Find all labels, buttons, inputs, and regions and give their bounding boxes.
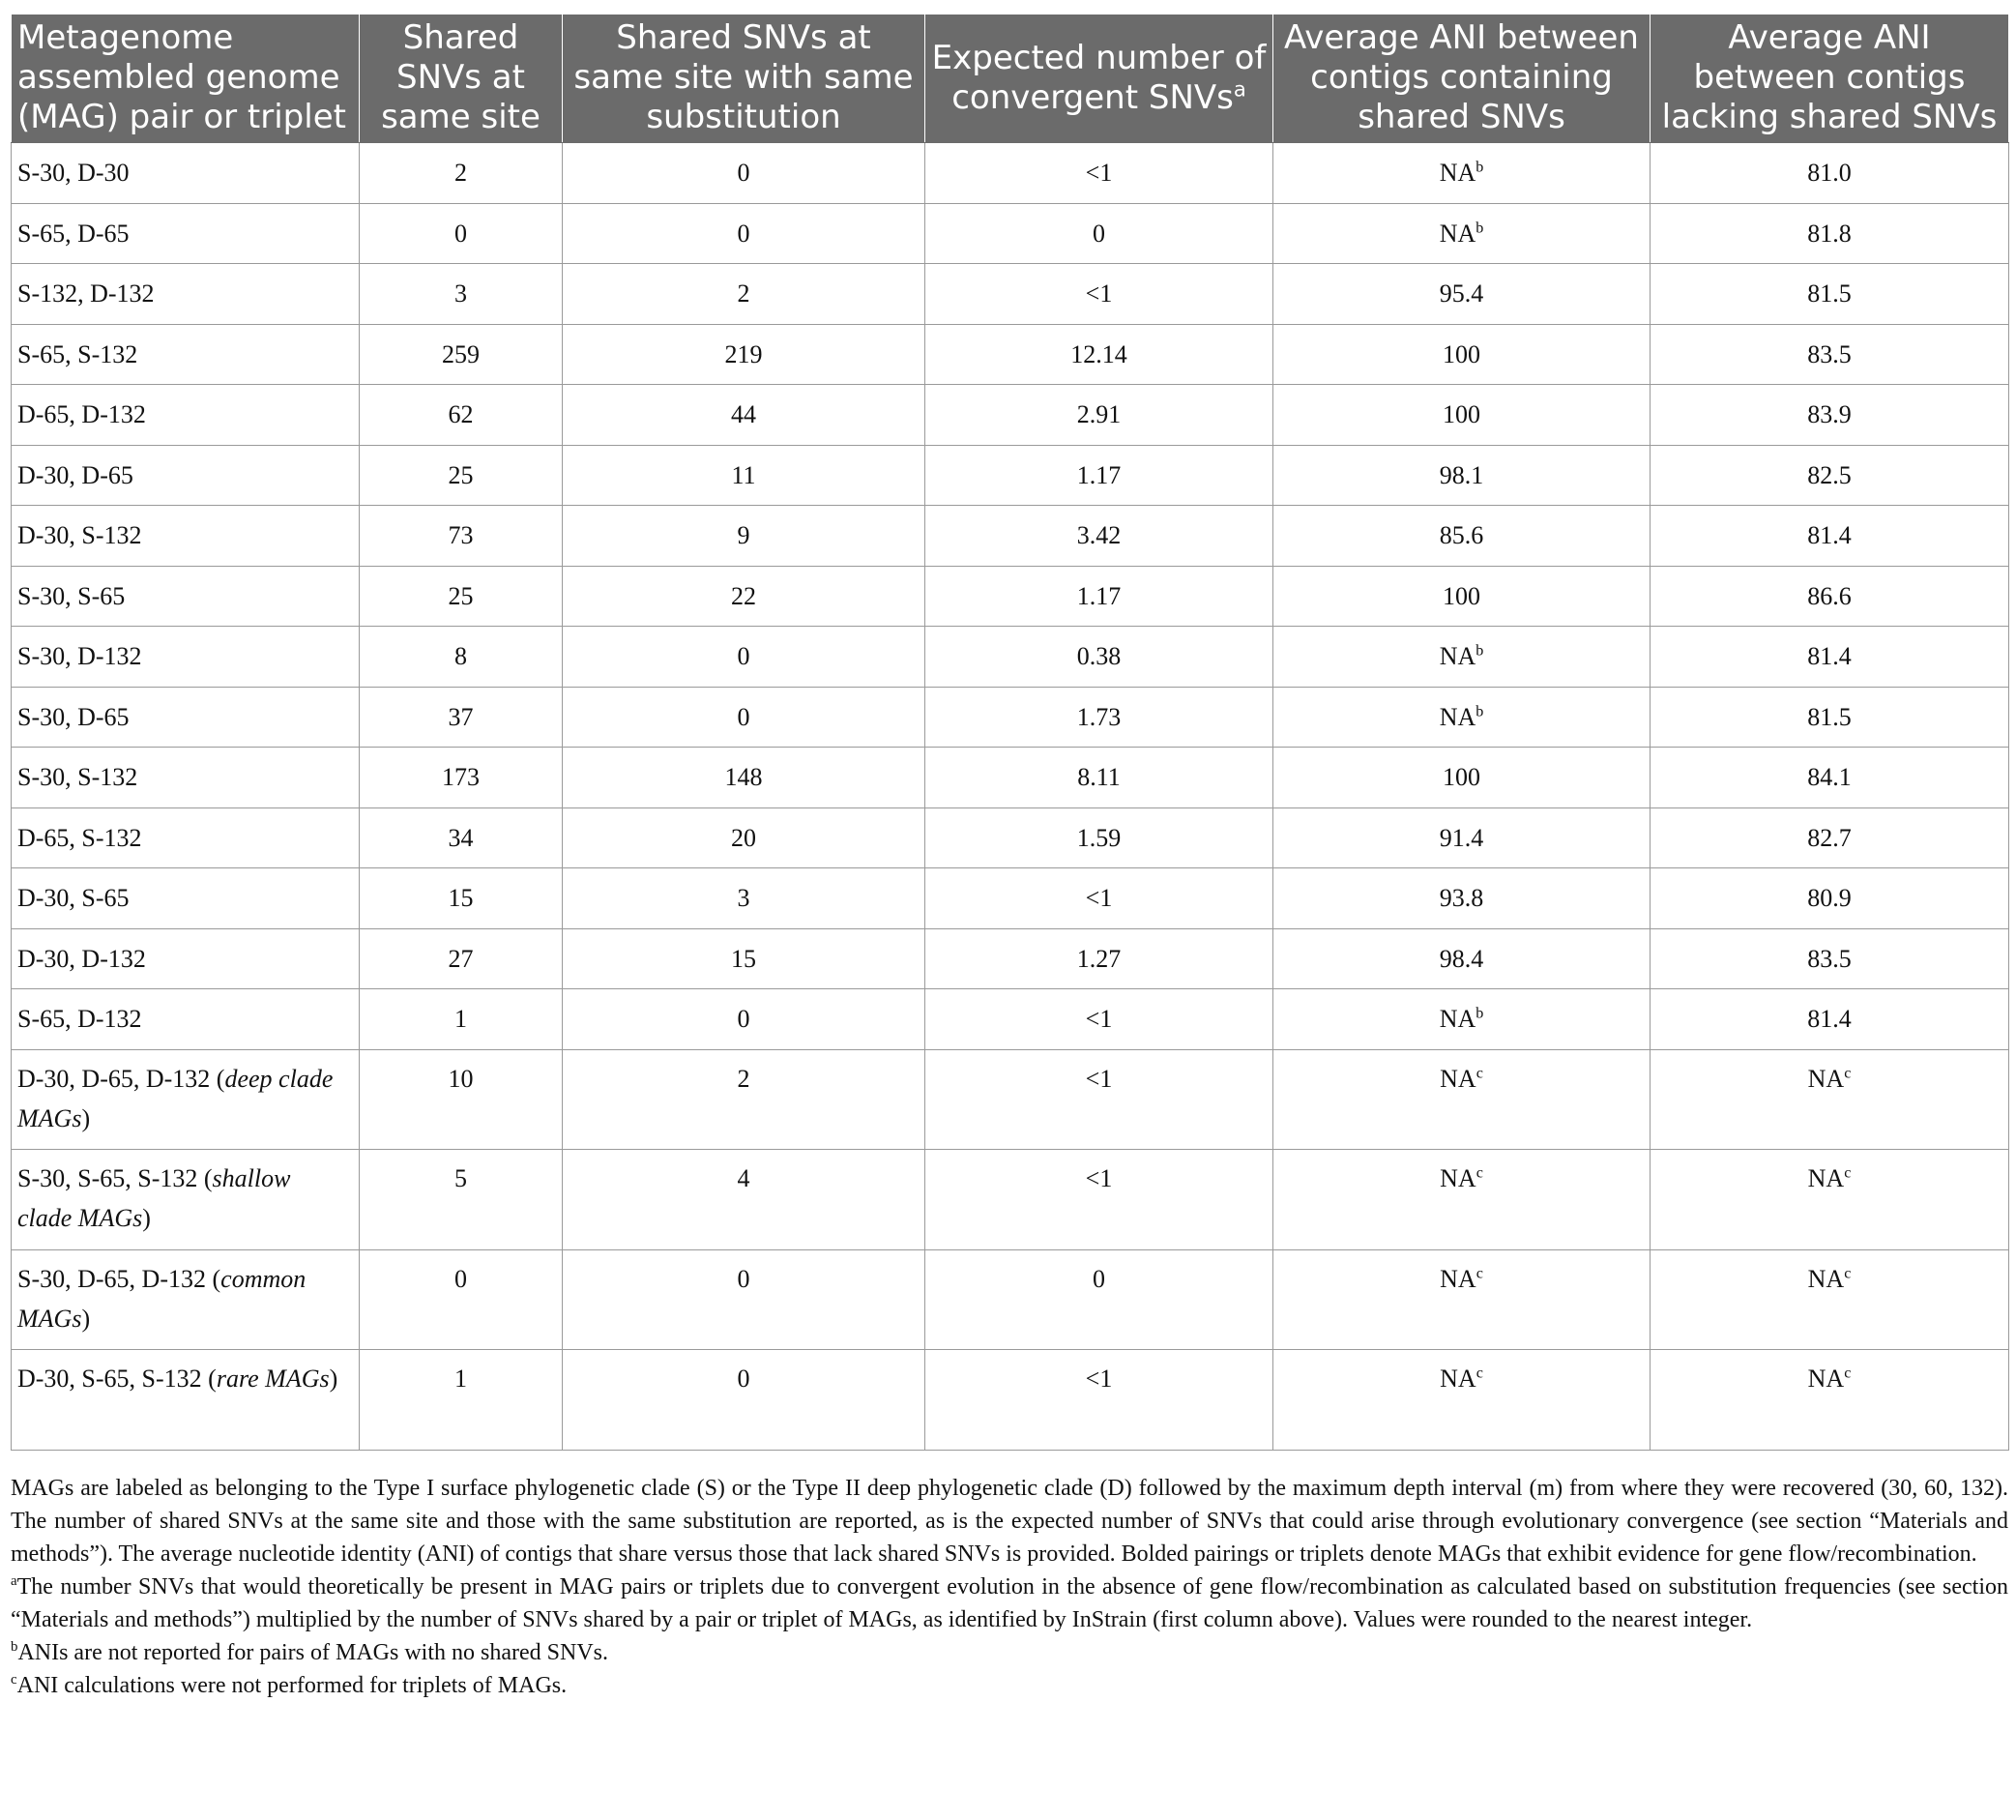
cell-ani-lacking-shared: 83.5 bbox=[1651, 928, 2009, 989]
cell-same-substitution: 3 bbox=[563, 868, 925, 929]
header-ani-lacking-shared: Average ANI between contigs lacking shared SNVs bbox=[1651, 15, 2009, 143]
cell-ani-with-shared: $NA^b$ bbox=[1273, 143, 1651, 204]
cell-expected-convergent: <1 bbox=[925, 1049, 1273, 1150]
table-row bbox=[12, 445, 2009, 506]
cell-shared-snvs: 10 bbox=[360, 1049, 563, 1150]
cell-same-substitution: 0 bbox=[563, 687, 925, 748]
table-row bbox=[12, 1249, 2009, 1350]
cell-mag-pair: D-30, S-65, S-132 (rare MAGs) bbox=[12, 1350, 360, 1451]
cell-same-substitution: 2 bbox=[563, 264, 925, 325]
cell-expected-convergent: 1.17 bbox=[925, 445, 1273, 506]
cell-same-substitution: 44 bbox=[563, 385, 925, 446]
cell-mag-pair: S-30, D-132 bbox=[12, 627, 360, 688]
cell-ani-lacking-shared: 83.9 bbox=[1651, 385, 2009, 446]
cell-ani-lacking-shared: 81.5 bbox=[1651, 264, 2009, 325]
cell-shared-snvs: 25 bbox=[360, 445, 563, 506]
cell-mag-pair: S-65, S-132 bbox=[12, 324, 360, 385]
table-row bbox=[12, 928, 2009, 989]
cell-same-substitution: 0 bbox=[563, 143, 925, 204]
cell-ani-lacking-shared: 81.0 bbox=[1651, 143, 2009, 204]
cell-mag-pair: S-30, D-65, D-132 (common MAGs) bbox=[12, 1249, 360, 1350]
cell-expected-convergent: 0 bbox=[925, 203, 1273, 264]
cell-mag-pair: S-30, D-65 bbox=[12, 687, 360, 748]
table-row bbox=[12, 1350, 2009, 1451]
cell-shared-snvs: 1 bbox=[360, 1350, 563, 1451]
table-row bbox=[12, 324, 2009, 385]
header-mag-pair: Metagenome assembled genome (MAG) pair or triplet bbox=[12, 15, 360, 143]
cell-expected-convergent: <1 bbox=[925, 868, 1273, 929]
cell-shared-snvs: 62 bbox=[360, 385, 563, 446]
cell-mag-pair: D-30, S-132 bbox=[12, 506, 360, 567]
cell-ani-lacking-shared: 86.6 bbox=[1651, 566, 2009, 627]
cell-mag-pair: D-30, D-65, D-132 (deep clade MAGs) bbox=[12, 1049, 360, 1150]
cell-expected-convergent: <1 bbox=[925, 143, 1273, 204]
cell-same-substitution: 0 bbox=[563, 1350, 925, 1451]
table-body bbox=[12, 143, 2009, 1451]
cell-same-substitution: 0 bbox=[563, 989, 925, 1050]
cell-ani-with-shared: 98.4 bbox=[1273, 928, 1651, 989]
cell-mag-pair: D-65, D-132 bbox=[12, 385, 360, 446]
cell-mag-pair: D-30, S-65 bbox=[12, 868, 360, 929]
cell-expected-convergent: <1 bbox=[925, 989, 1273, 1050]
header-expected-convergent: Expected number of convergent SNVs$^a$ bbox=[925, 15, 1273, 143]
cell-same-substitution: 4 bbox=[563, 1150, 925, 1250]
cell-same-substitution: 2 bbox=[563, 1049, 925, 1150]
table-row bbox=[12, 506, 2009, 567]
cell-ani-with-shared: $NA^b$ bbox=[1273, 687, 1651, 748]
cell-ani-with-shared: $NA^b$ bbox=[1273, 203, 1651, 264]
cell-expected-convergent: 3.42 bbox=[925, 506, 1273, 567]
cell-mag-pair: D-65, S-132 bbox=[12, 807, 360, 868]
cell-expected-convergent: 1.73 bbox=[925, 687, 1273, 748]
table-row bbox=[12, 868, 2009, 929]
cell-mag-pair: S-30, S-65 bbox=[12, 566, 360, 627]
table-row bbox=[12, 807, 2009, 868]
cell-mag-pair: S-65, D-65 bbox=[12, 203, 360, 264]
cell-same-substitution: 22 bbox=[563, 566, 925, 627]
cell-ani-with-shared: 100 bbox=[1273, 385, 1651, 446]
cell-expected-convergent: 0.38 bbox=[925, 627, 1273, 688]
cell-shared-snvs: 73 bbox=[360, 506, 563, 567]
cell-same-substitution: 15 bbox=[563, 928, 925, 989]
table-row bbox=[12, 1049, 2009, 1150]
cell-shared-snvs: 173 bbox=[360, 748, 563, 808]
cell-mag-pair: S-30, S-132 bbox=[12, 748, 360, 808]
cell-ani-with-shared: $NA^c$ bbox=[1273, 1350, 1651, 1451]
cell-shared-snvs: 2 bbox=[360, 143, 563, 204]
cell-ani-lacking-shared: 81.4 bbox=[1651, 506, 2009, 567]
cell-expected-convergent: <1 bbox=[925, 1350, 1273, 1451]
cell-ani-lacking-shared: $NA^c$ bbox=[1651, 1049, 2009, 1150]
cell-expected-convergent: 8.11 bbox=[925, 748, 1273, 808]
cell-same-substitution: 0 bbox=[563, 1249, 925, 1350]
table-footnotes bbox=[11, 1472, 2008, 1702]
cell-mag-pair: S-65, D-132 bbox=[12, 989, 360, 1050]
table-row bbox=[12, 566, 2009, 627]
cell-expected-convergent: 0 bbox=[925, 1249, 1273, 1350]
cell-ani-with-shared: 100 bbox=[1273, 748, 1651, 808]
table-row bbox=[12, 687, 2009, 748]
cell-ani-lacking-shared: $NA^c$ bbox=[1651, 1350, 2009, 1451]
table-row bbox=[12, 385, 2009, 446]
cell-ani-lacking-shared: 81.4 bbox=[1651, 627, 2009, 688]
cell-ani-lacking-shared: 84.1 bbox=[1651, 748, 2009, 808]
cell-mag-pair: D-30, D-132 bbox=[12, 928, 360, 989]
cell-ani-lacking-shared: 83.5 bbox=[1651, 324, 2009, 385]
cell-ani-lacking-shared: $NA^c$ bbox=[1651, 1249, 2009, 1350]
cell-shared-snvs: 0 bbox=[360, 1249, 563, 1350]
footnote-b: $^b$ANIs are not reported for pairs of MAGs with no shared SNVs. bbox=[11, 1638, 608, 1665]
cell-mag-pair: D-30, D-65 bbox=[12, 445, 360, 506]
header-same-substitution: Shared SNVs at same site with same substitution bbox=[563, 15, 925, 143]
cell-same-substitution: 9 bbox=[563, 506, 925, 567]
cell-mag-pair: S-132, D-132 bbox=[12, 264, 360, 325]
cell-ani-with-shared: $NA^c$ bbox=[1273, 1150, 1651, 1250]
cell-ani-with-shared: 100 bbox=[1273, 324, 1651, 385]
cell-ani-lacking-shared: 82.7 bbox=[1651, 807, 2009, 868]
cell-ani-lacking-shared: 80.9 bbox=[1651, 868, 2009, 929]
cell-ani-lacking-shared: 81.5 bbox=[1651, 687, 2009, 748]
table-row bbox=[12, 627, 2009, 688]
table-row bbox=[12, 203, 2009, 264]
footnote-a: $^a$The number SNVs that would theoretically be present in MAG pairs or triplets due to convergent evolution in the absence of gene flow/recombination as calculated based on substitution frequencies (see section “Materials and methods”) multiplied by the number of SNVs shared by a pair or triplet of MAGs, as identified by InStrain (first column above). Values were rounded to the nearest integer. bbox=[11, 1572, 2008, 1632]
cell-expected-convergent: 1.59 bbox=[925, 807, 1273, 868]
cell-shared-snvs: 25 bbox=[360, 566, 563, 627]
cell-ani-lacking-shared: $NA^c$ bbox=[1651, 1150, 2009, 1250]
table-row bbox=[12, 748, 2009, 808]
cell-ani-lacking-shared: 81.8 bbox=[1651, 203, 2009, 264]
cell-shared-snvs: 37 bbox=[360, 687, 563, 748]
cell-ani-with-shared: 93.8 bbox=[1273, 868, 1651, 929]
cell-shared-snvs: 27 bbox=[360, 928, 563, 989]
cell-shared-snvs: 1 bbox=[360, 989, 563, 1050]
cell-ani-with-shared: 95.4 bbox=[1273, 264, 1651, 325]
cell-shared-snvs: 15 bbox=[360, 868, 563, 929]
cell-same-substitution: 11 bbox=[563, 445, 925, 506]
cell-same-substitution: 0 bbox=[563, 627, 925, 688]
cell-shared-snvs: 259 bbox=[360, 324, 563, 385]
cell-expected-convergent: <1 bbox=[925, 1150, 1273, 1250]
cell-expected-convergent: 2.91 bbox=[925, 385, 1273, 446]
cell-ani-lacking-shared: 81.4 bbox=[1651, 989, 2009, 1050]
cell-ani-with-shared: $NA^b$ bbox=[1273, 989, 1651, 1050]
cell-same-substitution: 148 bbox=[563, 748, 925, 808]
cell-shared-snvs: 0 bbox=[360, 203, 563, 264]
cell-same-substitution: 219 bbox=[563, 324, 925, 385]
table-row bbox=[12, 989, 2009, 1050]
cell-shared-snvs: 3 bbox=[360, 264, 563, 325]
footnote-c: $^c$ANI calculations were not performed for triplets of MAGs. bbox=[11, 1671, 568, 1698]
cell-expected-convergent: 1.27 bbox=[925, 928, 1273, 989]
cell-ani-with-shared: $NA^b$ bbox=[1273, 627, 1651, 688]
table-row bbox=[12, 143, 2009, 204]
header-ani-with-shared: Average ANI between contigs containing shared SNVs bbox=[1273, 15, 1651, 143]
table-container bbox=[11, 14, 2008, 1702]
cell-ani-with-shared: 85.6 bbox=[1273, 506, 1651, 567]
cell-shared-snvs: 34 bbox=[360, 807, 563, 868]
header-shared-snvs: Shared SNVs at same site bbox=[360, 15, 563, 143]
cell-ani-lacking-shared: 82.5 bbox=[1651, 445, 2009, 506]
cell-ani-with-shared: 91.4 bbox=[1273, 807, 1651, 868]
cell-expected-convergent: 12.14 bbox=[925, 324, 1273, 385]
table-row bbox=[12, 1150, 2009, 1250]
table-row bbox=[12, 264, 2009, 325]
table-header-row bbox=[12, 15, 2009, 143]
cell-mag-pair: S-30, D-30 bbox=[12, 143, 360, 204]
cell-ani-with-shared: $NA^c$ bbox=[1273, 1249, 1651, 1350]
cell-expected-convergent: <1 bbox=[925, 264, 1273, 325]
cell-expected-convergent: 1.17 bbox=[925, 566, 1273, 627]
cell-same-substitution: 20 bbox=[563, 807, 925, 868]
footnote-mark-a: a bbox=[1233, 76, 1246, 102]
snv-table bbox=[11, 14, 2009, 1451]
cell-ani-with-shared: 98.1 bbox=[1273, 445, 1651, 506]
cell-shared-snvs: 5 bbox=[360, 1150, 563, 1250]
cell-ani-with-shared: 100 bbox=[1273, 566, 1651, 627]
cell-same-substitution: 0 bbox=[563, 203, 925, 264]
footnote-main: MAGs are labeled as belonging to the Type I surface phylogenetic clade (S) or the Type II deep phylogenetic clade (D) followed by the maximum depth interval (m) from where they were recovered (30, 60, 132). The number of shared SNVs at the same site and those with the same substitution are reported, as is the expected number of SNVs that could arise through evolutionary convergence (see section “Materials and methods”). The average nucleotide identity (ANI) of contigs that share versus those that lack shared SNVs is provided. Bolded pairings or triplets denote MAGs that exhibit evidence for gene flow/recombination. bbox=[11, 1475, 2008, 1567]
cell-mag-pair: S-30, S-65, S-132 (shallow clade MAGs) bbox=[12, 1150, 360, 1250]
cell-shared-snvs: 8 bbox=[360, 627, 563, 688]
cell-ani-with-shared: $NA^c$ bbox=[1273, 1049, 1651, 1150]
